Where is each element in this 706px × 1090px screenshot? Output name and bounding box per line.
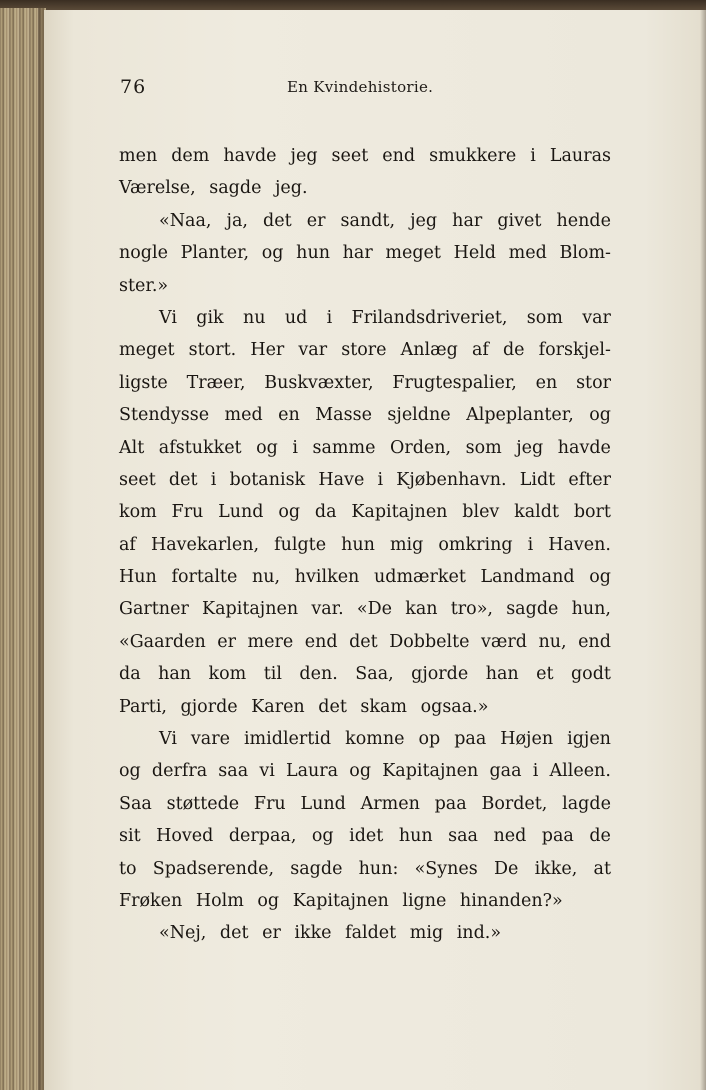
word: ikke, bbox=[534, 858, 578, 879]
word: komne bbox=[345, 729, 405, 750]
word: igjen bbox=[567, 729, 611, 750]
word: værd bbox=[481, 631, 527, 652]
word: kaldt bbox=[514, 502, 559, 523]
word: ligste bbox=[119, 372, 168, 393]
word: de bbox=[502, 340, 525, 361]
word: var. bbox=[311, 599, 344, 620]
word: han bbox=[158, 664, 192, 685]
word: Vi bbox=[159, 729, 177, 750]
word: gjorde bbox=[411, 664, 469, 685]
body-text bbox=[119, 140, 611, 950]
running-title: En Kvindehistorie. bbox=[287, 78, 434, 96]
word: i bbox=[527, 534, 534, 555]
word: det bbox=[263, 210, 292, 231]
word: end bbox=[304, 631, 338, 652]
word: Kapitajnen bbox=[202, 599, 299, 620]
word: det bbox=[168, 469, 198, 490]
word: jeg bbox=[410, 210, 438, 231]
text-line bbox=[119, 140, 611, 172]
text-line: «Nej, det er ikke faldet mig ind.» bbox=[159, 923, 502, 944]
word: gik bbox=[196, 307, 224, 328]
word: Stendysse bbox=[119, 405, 210, 426]
word: blev bbox=[462, 502, 500, 523]
word: med bbox=[224, 405, 263, 426]
word: da bbox=[314, 502, 337, 523]
text-line bbox=[119, 723, 611, 755]
word: dem bbox=[171, 146, 210, 166]
word: et bbox=[536, 664, 554, 685]
text-line bbox=[119, 788, 611, 820]
word: i bbox=[326, 307, 333, 328]
word: saa bbox=[218, 761, 249, 782]
word: Anlæg bbox=[400, 340, 458, 361]
word: de bbox=[589, 826, 611, 847]
word: Fru bbox=[171, 502, 204, 523]
word: i bbox=[377, 469, 384, 490]
word: nu, bbox=[538, 631, 567, 652]
page-header bbox=[120, 76, 610, 106]
word: og bbox=[256, 437, 278, 458]
word: vi bbox=[259, 761, 275, 782]
text-line: Parti, gjorde Karen det skam ogsaa.» bbox=[119, 696, 489, 717]
word: «Synes bbox=[414, 858, 478, 879]
word: Hun bbox=[119, 567, 157, 588]
word: havde bbox=[223, 146, 277, 166]
word: paa bbox=[541, 826, 574, 847]
word: saa bbox=[448, 826, 478, 847]
word: kom bbox=[208, 664, 247, 685]
word: men bbox=[119, 146, 158, 166]
word: kom bbox=[119, 502, 157, 523]
word: hun: bbox=[358, 858, 399, 879]
word: De bbox=[493, 858, 519, 879]
word: paa bbox=[434, 793, 467, 814]
text-line bbox=[119, 658, 611, 690]
word: jeg bbox=[290, 146, 318, 166]
word: han bbox=[485, 664, 519, 685]
word: var bbox=[298, 340, 328, 361]
word: givet bbox=[497, 210, 542, 231]
word: op bbox=[418, 729, 441, 750]
word: botanisk bbox=[229, 469, 306, 490]
word: sagde bbox=[290, 858, 343, 879]
word: Laura bbox=[285, 761, 339, 782]
word: end bbox=[382, 146, 416, 166]
word: «De bbox=[356, 599, 393, 620]
word: og bbox=[589, 567, 611, 588]
word: og bbox=[311, 826, 334, 847]
word: Landmand bbox=[480, 567, 575, 588]
word: sjeldne bbox=[387, 405, 451, 426]
text-line: ster.» bbox=[119, 275, 169, 296]
word: godt bbox=[570, 664, 611, 685]
word: ud bbox=[284, 307, 308, 328]
word: Held bbox=[453, 243, 496, 264]
word: Blom- bbox=[559, 243, 611, 264]
word: som bbox=[526, 307, 563, 328]
word: bort bbox=[573, 502, 611, 523]
text-line bbox=[119, 302, 611, 334]
word: sagde bbox=[506, 599, 559, 620]
word: da bbox=[119, 664, 141, 685]
text-line bbox=[119, 626, 611, 658]
word: end bbox=[578, 631, 611, 652]
text-line: Frøken Holm og Kapitajnen ligne hinanden?» bbox=[119, 890, 563, 911]
word: Saa bbox=[119, 793, 152, 814]
word: nogle bbox=[119, 243, 168, 264]
text-line bbox=[119, 334, 611, 366]
word: hende bbox=[556, 210, 611, 231]
word: det bbox=[349, 631, 378, 652]
word: «Naa, bbox=[159, 210, 212, 231]
word: Hoved bbox=[156, 826, 214, 847]
word: Fru bbox=[253, 793, 286, 814]
word: den. bbox=[299, 664, 338, 685]
word: og bbox=[119, 761, 141, 782]
word: Alpeplanter, bbox=[466, 405, 574, 426]
word: er bbox=[306, 210, 326, 231]
word: udmærket bbox=[373, 567, 466, 588]
word: nu, bbox=[251, 567, 281, 588]
word: og bbox=[261, 243, 284, 264]
word: Lauras bbox=[549, 146, 611, 166]
text-line bbox=[119, 464, 611, 496]
word: sit bbox=[119, 826, 141, 847]
word: Alleen. bbox=[549, 761, 611, 782]
text-line bbox=[119, 399, 611, 431]
page-stack-edge bbox=[0, 8, 46, 1090]
word: Lidt bbox=[519, 469, 556, 490]
word: ned bbox=[493, 826, 527, 847]
word: Kapitajnen bbox=[351, 502, 448, 523]
word: Lund bbox=[218, 502, 264, 523]
word: har bbox=[342, 243, 373, 264]
word: «Gaarden bbox=[119, 631, 206, 652]
word: nu bbox=[242, 307, 266, 328]
word: Planter, bbox=[180, 243, 250, 264]
word: Alt bbox=[119, 437, 145, 458]
word: Haven. bbox=[548, 534, 611, 555]
word: lagde bbox=[562, 793, 611, 814]
word: tro», bbox=[450, 599, 493, 620]
word: Have bbox=[318, 469, 365, 490]
word: Lund bbox=[300, 793, 346, 814]
word: var bbox=[582, 307, 611, 328]
word: hvilken bbox=[294, 567, 360, 588]
word: Buskvæxter, bbox=[264, 372, 374, 393]
text-line bbox=[119, 561, 611, 593]
word: meget bbox=[385, 243, 441, 264]
word: i bbox=[530, 146, 536, 166]
text-line bbox=[119, 205, 611, 237]
word: til bbox=[263, 664, 282, 685]
word: med bbox=[508, 243, 547, 264]
word: Kjøbenhavn. bbox=[396, 469, 507, 490]
word: efter bbox=[568, 469, 611, 490]
word: jeg bbox=[516, 437, 544, 458]
word: Saa, bbox=[355, 664, 394, 685]
word: Bordet, bbox=[481, 793, 548, 814]
word: fortalte bbox=[171, 567, 238, 588]
page-number: 76 bbox=[120, 76, 147, 98]
word: hun, bbox=[571, 599, 611, 620]
word: af bbox=[471, 340, 489, 361]
book-top-edge bbox=[0, 0, 706, 10]
text-line bbox=[119, 593, 611, 625]
word: store bbox=[341, 340, 387, 361]
word: og bbox=[589, 405, 611, 426]
word: i bbox=[292, 437, 298, 458]
word: sandt, bbox=[340, 210, 396, 231]
word: imidlertid bbox=[243, 729, 332, 750]
word: har bbox=[452, 210, 483, 231]
word: derpaa, bbox=[228, 826, 297, 847]
word: Orden, bbox=[389, 437, 452, 458]
text-line bbox=[119, 853, 611, 885]
word: stor bbox=[576, 372, 611, 393]
word: omkring bbox=[438, 534, 513, 555]
word: stort. bbox=[188, 340, 237, 361]
word: støttede bbox=[166, 793, 240, 814]
word: er bbox=[217, 631, 236, 652]
word: Spadserende, bbox=[152, 858, 275, 879]
word: idet bbox=[349, 826, 384, 847]
word: derfra bbox=[151, 761, 208, 782]
text-line: Værelse, sagde jeg. bbox=[119, 178, 308, 199]
word: mere bbox=[247, 631, 294, 652]
word: forskjel- bbox=[538, 340, 611, 361]
word: seet bbox=[331, 146, 369, 166]
word: en bbox=[278, 405, 300, 426]
text-line bbox=[119, 367, 611, 399]
word: havde bbox=[557, 437, 611, 458]
word: Vi bbox=[159, 307, 177, 328]
word: kan bbox=[405, 599, 438, 620]
text-line bbox=[119, 432, 611, 464]
word: hun bbox=[296, 243, 330, 264]
word: to bbox=[119, 858, 137, 879]
word: fulgte bbox=[274, 534, 327, 555]
word: Træer, bbox=[186, 372, 246, 393]
word: meget bbox=[119, 340, 175, 361]
word: smukkere bbox=[429, 146, 517, 166]
word: af bbox=[119, 534, 136, 555]
word: at bbox=[593, 858, 611, 879]
word: paa bbox=[454, 729, 487, 750]
text-line bbox=[119, 496, 611, 528]
word: ja, bbox=[226, 210, 248, 231]
word: Masse bbox=[315, 405, 372, 426]
word: Højen bbox=[500, 729, 554, 750]
word: Havekarlen, bbox=[150, 534, 260, 555]
word: Gartner bbox=[119, 599, 189, 620]
word: en bbox=[535, 372, 558, 393]
word: samme bbox=[312, 437, 376, 458]
text-line bbox=[119, 237, 611, 269]
text-line bbox=[119, 820, 611, 852]
word: som bbox=[465, 437, 502, 458]
word: Dobbelte bbox=[389, 631, 470, 652]
word: vare bbox=[190, 729, 230, 750]
word: og bbox=[278, 502, 301, 523]
word: Kapitajnen bbox=[382, 761, 479, 782]
word: seet bbox=[119, 469, 156, 490]
word: og bbox=[349, 761, 372, 782]
word: mig bbox=[389, 534, 424, 555]
word: i bbox=[532, 761, 539, 782]
word: Armen bbox=[360, 793, 420, 814]
text-line bbox=[119, 755, 611, 787]
word: Her bbox=[250, 340, 285, 361]
word: Frilandsdriveriet, bbox=[351, 307, 508, 328]
word: hun bbox=[341, 534, 375, 555]
word: hun bbox=[398, 826, 433, 847]
word: i bbox=[210, 469, 217, 490]
word: gaa bbox=[489, 761, 522, 782]
word: afstukket bbox=[158, 437, 242, 458]
word: Frugtespalier, bbox=[392, 372, 517, 393]
text-line bbox=[119, 529, 611, 561]
